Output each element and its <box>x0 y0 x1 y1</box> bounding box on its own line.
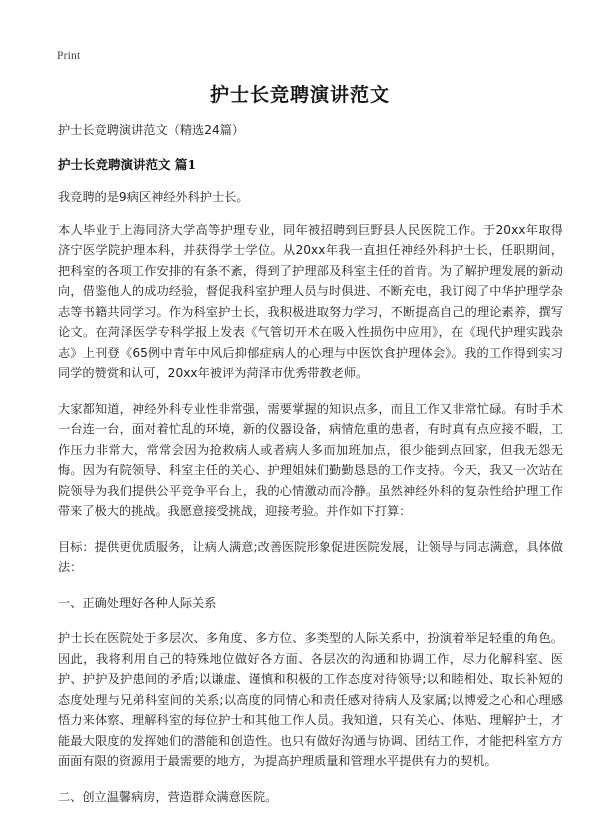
section-heading: 护士长竞聘演讲范文 篇1 <box>58 156 197 172</box>
paragraph-challenges: 大家都知道，神经外科专业性非常强，需要掌握的知识点多，而且工作又非常忙碌。有时手术一台连一台，面对着忙乱的环境，新的仪器设备，病情危重的患者，有时真有点应接不暇，工作压力非常大，常常会因为抢救病人或者病人多而加班加点，很少能到点回家，但我无怨无悔。因为有院领导、科室主任的关心、护理姐妹们勤勤恳恳的工作支持。今天，我又一次站在院领导为我们提供公平竞争平台上，我的心情激动而冷静。虽然神经外科的复杂性给护理工作带来了极大的挑战。我愿意接受挑战，迎接考验。并作如下打算： <box>58 401 563 518</box>
document-title: 护士长竞聘演讲范文 <box>209 84 390 106</box>
paragraph-background: 本人毕业于上海同济大学高等护理专业，同年被招聘到巨野县人民医院工作。于20xx年取得济宁医学院护理本科，并获得学士学位。从20xx年我一直担任神经外科护士长，任职期间，把科室的各项工作安排的有条不紊，得到了护理部及科室主任的首肯。为了解护理发展的新动向，借鉴他人的成功经验，督促我科室护理人员与时俱进、不断充电，我订阅了中华护理学杂志等书籍共同学习。作为科室护士长，我积极进取努力学习，不断提高自己的理论素养，撰写论文。在菏泽医学专科学报上发表《气管切开术在吸入性损伤中应用》，在《现代护理实践杂志》上刊登《65例中青年中风后抑郁症病人的心理与中医饮食护理体会》。我的工作得到实习同学的赞赏和认可，20xx年被评为菏泽市优秀带教老师。 <box>58 222 563 380</box>
document-body <box>58 120 563 822</box>
paragraph-relations: 护士长在医院处于多层次、多角度、多方位、多类型的人际关系中，扮演着举足轻重的角色。因此，我将利用自己的特殊地位做好各方面、各层次的沟通和协调工作，尽力化解科室、医护、护护及护患间的矛盾;以谦虚、谨慎和积极的工作态度对待领导;以和睦相处、取长补短的态度处理与兄弟科室间的关系;以高度的同情心和责任感对待病人及家属;以博爱之心和心理感悟力来体察、理解科室的每位护士和其他工作人员。我知道，只有关心、体贴、理解护士，才能最大限度的发挥她们的潜能和创造性。也只有做好沟通与协调、团结工作，才能把科室方方面面有限的资源用于最需要的地方，为提高护理质量和管理水平提供有力的契机。 <box>58 631 563 768</box>
document-subtitle: 护士长竞聘演讲范文（精选24篇） <box>58 123 245 137</box>
paragraph-intro: 我竞聘的是9病区神经外科护士长。 <box>58 190 249 204</box>
section-point-two: 二、创立温馨病房，营造群众满意医院。 <box>58 789 278 804</box>
section-point-one: 一、正确处理好各种人际关系 <box>58 595 217 610</box>
print-label: Print <box>57 50 81 62</box>
paragraph-goal: 目标：提供更优质服务，让病人满意;改善医院形象促进医院发展，让领导与同志满意，具体做法： <box>58 539 563 574</box>
